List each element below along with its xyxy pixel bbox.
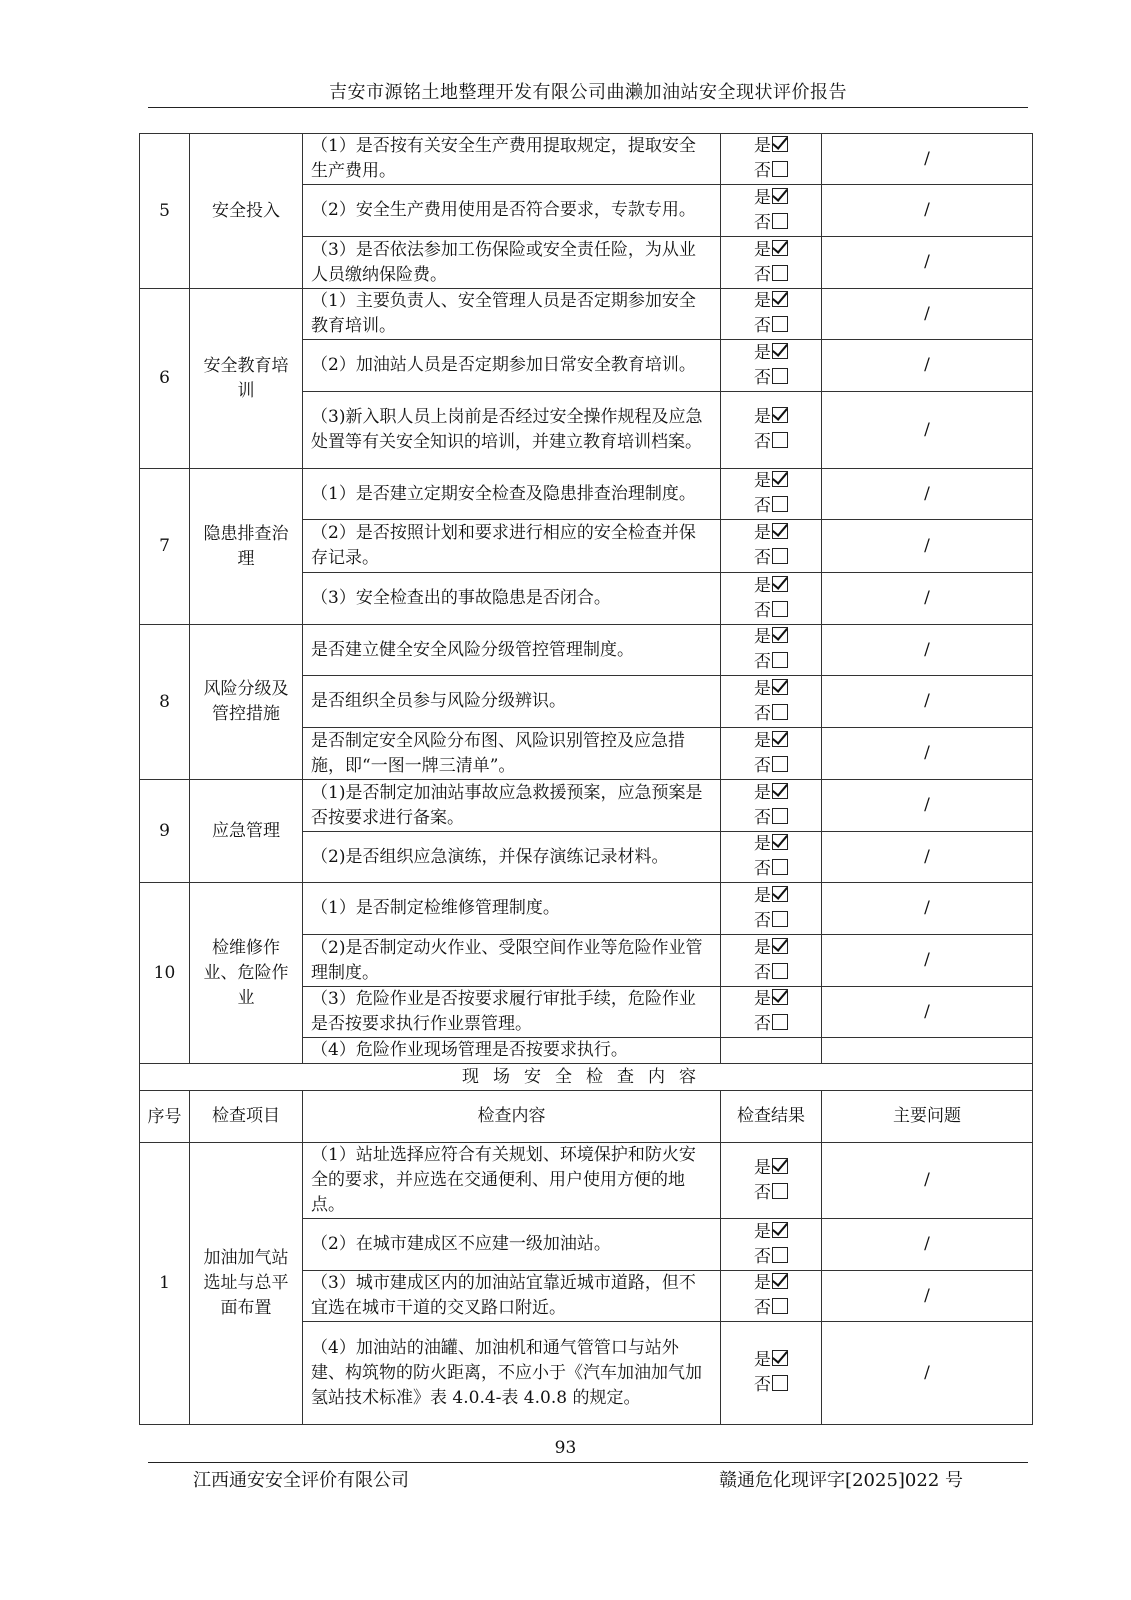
main-issue: / bbox=[822, 832, 1033, 883]
main-issue: / bbox=[822, 935, 1033, 987]
check-content: （1）是否制定检维修管理制度。 bbox=[303, 883, 721, 935]
result-option-label: 是 bbox=[754, 407, 771, 427]
empty-box-icon bbox=[772, 1014, 788, 1030]
check-content: （2）在城市建成区不应建一级加油站。 bbox=[303, 1219, 721, 1271]
checked-box-icon bbox=[772, 1273, 788, 1289]
result-option-label: 是 bbox=[754, 885, 771, 906]
result-option-no bbox=[754, 702, 788, 727]
check-content: （3)新入职人员上岗前是否经过安全操作规程及应急处置等有关安全知识的培训，并建立教育培训档案。 bbox=[303, 392, 721, 469]
check-result bbox=[721, 780, 822, 832]
main-issue: / bbox=[822, 573, 1033, 625]
result-option-label: 是 bbox=[754, 342, 771, 363]
result-option-label: 是 bbox=[754, 471, 771, 491]
report-header-title: 吉安市源铭土地整理开发有限公司曲濑加油站安全现状评价报告 bbox=[329, 82, 847, 103]
checked-box-icon bbox=[772, 407, 788, 423]
result-option-label: 是 bbox=[754, 136, 771, 156]
result-option-no bbox=[754, 909, 788, 934]
result-option-label: 是 bbox=[754, 989, 771, 1009]
empty-box-icon bbox=[772, 432, 788, 448]
main-issue: / bbox=[822, 780, 1033, 832]
empty-box-icon bbox=[772, 704, 788, 720]
result-option-yes bbox=[754, 832, 788, 857]
check-result bbox=[721, 1322, 822, 1425]
result-option-label: 否 bbox=[754, 910, 771, 931]
check-result bbox=[721, 237, 822, 289]
table-row bbox=[140, 1143, 1033, 1219]
check-result bbox=[721, 185, 822, 237]
check-content: （3）是否依法参加工伤保险或安全责任险，为从业人员缴纳保险费。 bbox=[303, 237, 721, 289]
result-option-label: 是 bbox=[754, 730, 771, 751]
result-option-label: 否 bbox=[754, 367, 771, 388]
main-issue: / bbox=[822, 1271, 1033, 1322]
result-option-no bbox=[754, 1181, 788, 1206]
check-content: （2)是否组织应急演练，并保存演练记录材料。 bbox=[303, 832, 721, 883]
result-option-label: 是 bbox=[754, 1350, 771, 1370]
result-option-label: 否 bbox=[754, 1298, 771, 1318]
result-option-label: 否 bbox=[754, 316, 771, 336]
check-content: （1)是否制定加油站事故应急救援预案，应急预案是否按要求进行备案。 bbox=[303, 780, 721, 832]
result-option-label: 是 bbox=[754, 782, 771, 803]
result-option-label: 否 bbox=[754, 859, 771, 879]
result-option-label: 否 bbox=[754, 600, 771, 621]
check-content: （1）是否建立定期安全检查及隐患排查治理制度。 bbox=[303, 469, 721, 520]
empty-box-icon bbox=[772, 213, 788, 229]
result-option-no bbox=[754, 159, 788, 184]
check-content: （3）城市建成区内的加油站宜靠近城市道路，但不宜选在城市干道的交叉路口附近。 bbox=[303, 1271, 721, 1322]
check-result bbox=[721, 1143, 822, 1219]
check-result bbox=[721, 392, 822, 469]
column-header-row bbox=[140, 1091, 1033, 1143]
result-option-yes bbox=[754, 1271, 788, 1296]
check-result bbox=[721, 289, 822, 340]
row-seq-number: 1 bbox=[140, 1143, 190, 1425]
row-seq-number: 7 bbox=[140, 469, 190, 625]
result-option-yes bbox=[754, 469, 788, 494]
checked-box-icon bbox=[772, 240, 788, 256]
main-issue: / bbox=[822, 625, 1033, 676]
check-item-name: 加油加气站选址与总平面布置 bbox=[190, 1143, 303, 1425]
empty-box-icon bbox=[772, 161, 788, 177]
empty-box-icon bbox=[772, 548, 788, 564]
result-option-yes bbox=[754, 936, 788, 961]
result-option-label: 否 bbox=[754, 755, 771, 776]
result-option-yes bbox=[754, 987, 788, 1012]
checked-box-icon bbox=[772, 938, 788, 954]
checked-box-icon bbox=[772, 731, 788, 747]
result-option-label: 否 bbox=[754, 1014, 771, 1034]
check-content: （2）加油站人员是否定期参加日常安全教育培训。 bbox=[303, 340, 721, 392]
result-option-yes bbox=[754, 341, 788, 366]
check-content: 是否制定安全风险分布图、风险识别管控及应急措施，即“一图一牌三清单”。 bbox=[303, 728, 721, 780]
checked-box-icon bbox=[772, 343, 788, 359]
result-option-label: 是 bbox=[754, 575, 771, 596]
result-option-yes bbox=[754, 238, 788, 263]
result-option-no bbox=[754, 314, 788, 339]
result-option-yes bbox=[754, 1156, 788, 1181]
check-result bbox=[721, 573, 822, 625]
checked-box-icon bbox=[772, 291, 788, 307]
check-item-name: 隐患排查治理 bbox=[190, 469, 303, 625]
checked-box-icon bbox=[772, 989, 788, 1005]
check-item-name: 安全投入 bbox=[190, 134, 303, 289]
main-issue bbox=[822, 1038, 1033, 1064]
check-result bbox=[721, 1038, 822, 1064]
check-content: （2)是否制定动火作业、受限空间作业等危险作业管理制度。 bbox=[303, 935, 721, 987]
column-header-issue: 主要问题 bbox=[822, 1091, 1033, 1143]
result-option-no bbox=[754, 1373, 788, 1398]
result-option-yes bbox=[754, 781, 788, 806]
result-option-no bbox=[754, 430, 788, 455]
result-option-label: 是 bbox=[754, 1221, 771, 1242]
result-option-yes bbox=[754, 405, 788, 430]
checked-box-icon bbox=[772, 188, 788, 204]
footer-company: 江西通安安全评价有限公司 bbox=[193, 1470, 409, 1491]
column-header-result: 检查结果 bbox=[721, 1091, 822, 1143]
check-content: （1）主要负责人、安全管理人员是否定期参加安全教育培训。 bbox=[303, 289, 721, 340]
empty-box-icon bbox=[772, 756, 788, 772]
table-row bbox=[140, 289, 1033, 340]
result-option-label: 否 bbox=[754, 496, 771, 516]
result-option-label: 否 bbox=[754, 432, 771, 452]
main-issue: / bbox=[822, 1143, 1033, 1219]
main-issue: / bbox=[822, 185, 1033, 237]
checked-box-icon bbox=[772, 886, 788, 902]
main-issue: / bbox=[822, 469, 1033, 520]
checked-box-icon bbox=[772, 679, 788, 695]
result-option-label: 是 bbox=[754, 678, 771, 699]
column-header-item: 检查项目 bbox=[190, 1091, 303, 1143]
main-issue: / bbox=[822, 676, 1033, 728]
result-option-label: 否 bbox=[754, 1375, 771, 1395]
empty-box-icon bbox=[772, 496, 788, 512]
empty-box-icon bbox=[772, 963, 788, 979]
section-title: 现场安全检查内容 bbox=[140, 1064, 1033, 1091]
main-issue: / bbox=[822, 289, 1033, 340]
check-result bbox=[721, 1271, 822, 1322]
check-content: （2）安全生产费用使用是否符合要求，专款专用。 bbox=[303, 185, 721, 237]
result-option-no bbox=[754, 857, 788, 882]
main-issue: / bbox=[822, 1219, 1033, 1271]
result-option-label: 否 bbox=[754, 212, 771, 233]
result-option-label: 否 bbox=[754, 548, 771, 568]
check-content: （4）加油站的油罐、加油机和通气管管口与站外建、构筑物的防火距离，不应小于《汽车加油加气加氢站技术标准》表 4.0.4-表 4.0.8 的规定。 bbox=[303, 1322, 721, 1425]
result-option-yes bbox=[754, 884, 788, 909]
check-content: （1）是否按有关安全生产费用提取规定，提取安全生产费用。 bbox=[303, 134, 721, 185]
main-issue: / bbox=[822, 883, 1033, 935]
check-result bbox=[721, 340, 822, 392]
check-result bbox=[721, 987, 822, 1038]
result-option-label: 是 bbox=[754, 937, 771, 958]
footer-rule bbox=[148, 1462, 1028, 1463]
checked-box-icon bbox=[772, 1222, 788, 1238]
check-item-name: 安全教育培训 bbox=[190, 289, 303, 469]
result-option-no bbox=[754, 650, 788, 675]
empty-box-icon bbox=[772, 1298, 788, 1314]
check-result bbox=[721, 832, 822, 883]
main-issue: / bbox=[822, 987, 1033, 1038]
check-result bbox=[721, 676, 822, 728]
result-option-no bbox=[754, 1296, 788, 1321]
result-option-no bbox=[754, 263, 788, 288]
result-option-label: 否 bbox=[754, 807, 771, 828]
result-option-yes bbox=[754, 521, 788, 546]
checked-box-icon bbox=[772, 136, 788, 152]
empty-box-icon bbox=[772, 1183, 788, 1199]
check-result bbox=[721, 469, 822, 520]
result-option-yes bbox=[754, 134, 788, 159]
check-content: （2）是否按照计划和要求进行相应的安全检查并保存记录。 bbox=[303, 520, 721, 573]
check-content: （3）安全检查出的事故隐患是否闭合。 bbox=[303, 573, 721, 625]
result-option-label: 否 bbox=[754, 1246, 771, 1267]
result-option-yes bbox=[754, 1220, 788, 1245]
empty-box-icon bbox=[772, 911, 788, 927]
result-option-no bbox=[754, 366, 788, 391]
empty-box-icon bbox=[772, 316, 788, 332]
result-option-label: 是 bbox=[754, 239, 771, 260]
check-result bbox=[721, 728, 822, 780]
empty-box-icon bbox=[772, 368, 788, 384]
result-option-label: 是 bbox=[754, 627, 771, 647]
check-content: 是否组织全员参与风险分级辨识。 bbox=[303, 676, 721, 728]
column-header-seq: 序号 bbox=[140, 1091, 190, 1143]
result-option-label: 否 bbox=[754, 962, 771, 983]
result-option-label: 是 bbox=[754, 523, 771, 543]
result-option-label: 是 bbox=[754, 187, 771, 208]
check-result bbox=[721, 134, 822, 185]
result-option-no bbox=[754, 599, 788, 624]
result-option-yes bbox=[754, 574, 788, 599]
empty-box-icon bbox=[772, 859, 788, 875]
check-result bbox=[721, 935, 822, 987]
inspection-table bbox=[139, 133, 1033, 1425]
empty-box-icon bbox=[772, 1247, 788, 1263]
result-option-yes bbox=[754, 677, 788, 702]
checked-box-icon bbox=[772, 523, 788, 539]
checked-box-icon bbox=[772, 834, 788, 850]
result-option-label: 是 bbox=[754, 1157, 771, 1178]
row-seq-number: 6 bbox=[140, 289, 190, 469]
main-issue: / bbox=[822, 1322, 1033, 1425]
row-seq-number: 10 bbox=[140, 883, 190, 1064]
check-item-name: 检维修作业、危险作业 bbox=[190, 883, 303, 1064]
checked-box-icon bbox=[772, 1350, 788, 1366]
main-issue: / bbox=[822, 134, 1033, 185]
row-seq-number: 5 bbox=[140, 134, 190, 289]
check-result bbox=[721, 883, 822, 935]
result-option-no bbox=[754, 494, 788, 519]
check-content: （4）危险作业现场管理是否按要求执行。 bbox=[303, 1038, 721, 1064]
result-option-yes bbox=[754, 625, 788, 650]
result-option-label: 否 bbox=[754, 1182, 771, 1203]
check-item-name: 风险分级及管控措施 bbox=[190, 625, 303, 780]
table-row bbox=[140, 625, 1033, 676]
empty-box-icon bbox=[772, 265, 788, 281]
footer-doc-number: 赣通危化现评字[2025]022 号 bbox=[719, 1470, 963, 1491]
result-option-yes bbox=[754, 1348, 788, 1373]
table-row bbox=[140, 883, 1033, 935]
check-item-name: 应急管理 bbox=[190, 780, 303, 883]
result-option-yes bbox=[754, 186, 788, 211]
table-row bbox=[140, 780, 1033, 832]
result-option-no bbox=[754, 546, 788, 571]
result-option-label: 否 bbox=[754, 264, 771, 285]
checked-box-icon bbox=[772, 576, 788, 592]
page-number: 93 bbox=[554, 1438, 577, 1458]
empty-box-icon bbox=[772, 808, 788, 824]
column-header-content: 检查内容 bbox=[303, 1091, 721, 1143]
row-seq-number: 8 bbox=[140, 625, 190, 780]
check-result bbox=[721, 1219, 822, 1271]
check-result bbox=[721, 520, 822, 573]
check-content: 是否建立健全安全风险分级管控管理制度。 bbox=[303, 625, 721, 676]
result-option-label: 是 bbox=[754, 291, 771, 311]
result-option-label: 否 bbox=[754, 161, 771, 181]
checked-box-icon bbox=[772, 1158, 788, 1174]
result-option-label: 是 bbox=[754, 834, 771, 854]
result-option-label: 否 bbox=[754, 703, 771, 724]
header-rule bbox=[148, 107, 1028, 108]
result-option-no bbox=[754, 1012, 788, 1037]
main-issue: / bbox=[822, 340, 1033, 392]
checked-box-icon bbox=[772, 783, 788, 799]
checked-box-icon bbox=[772, 627, 788, 643]
check-content: （1）站址选择应符合有关规划、环境保护和防火安全的要求，并应选在交通便利、用户使用方便的地点。 bbox=[303, 1143, 721, 1219]
section-row bbox=[140, 1064, 1033, 1091]
result-option-label: 是 bbox=[754, 1273, 771, 1293]
main-issue: / bbox=[822, 392, 1033, 469]
empty-box-icon bbox=[772, 601, 788, 617]
row-seq-number: 9 bbox=[140, 780, 190, 883]
table-row bbox=[140, 134, 1033, 185]
result-option-no bbox=[754, 754, 788, 779]
result-option-yes bbox=[754, 729, 788, 754]
result-option-no bbox=[754, 806, 788, 831]
checked-box-icon bbox=[772, 471, 788, 487]
result-option-no bbox=[754, 211, 788, 236]
check-result bbox=[721, 625, 822, 676]
empty-box-icon bbox=[772, 652, 788, 668]
table-row bbox=[140, 469, 1033, 520]
main-issue: / bbox=[822, 237, 1033, 289]
result-option-no bbox=[754, 1245, 788, 1270]
check-content: （3）危险作业是否按要求履行审批手续，危险作业是否按要求执行作业票管理。 bbox=[303, 987, 721, 1038]
main-issue: / bbox=[822, 520, 1033, 573]
main-issue: / bbox=[822, 728, 1033, 780]
result-option-yes bbox=[754, 289, 788, 314]
result-option-label: 否 bbox=[754, 652, 771, 672]
empty-box-icon bbox=[772, 1375, 788, 1391]
result-option-no bbox=[754, 961, 788, 986]
